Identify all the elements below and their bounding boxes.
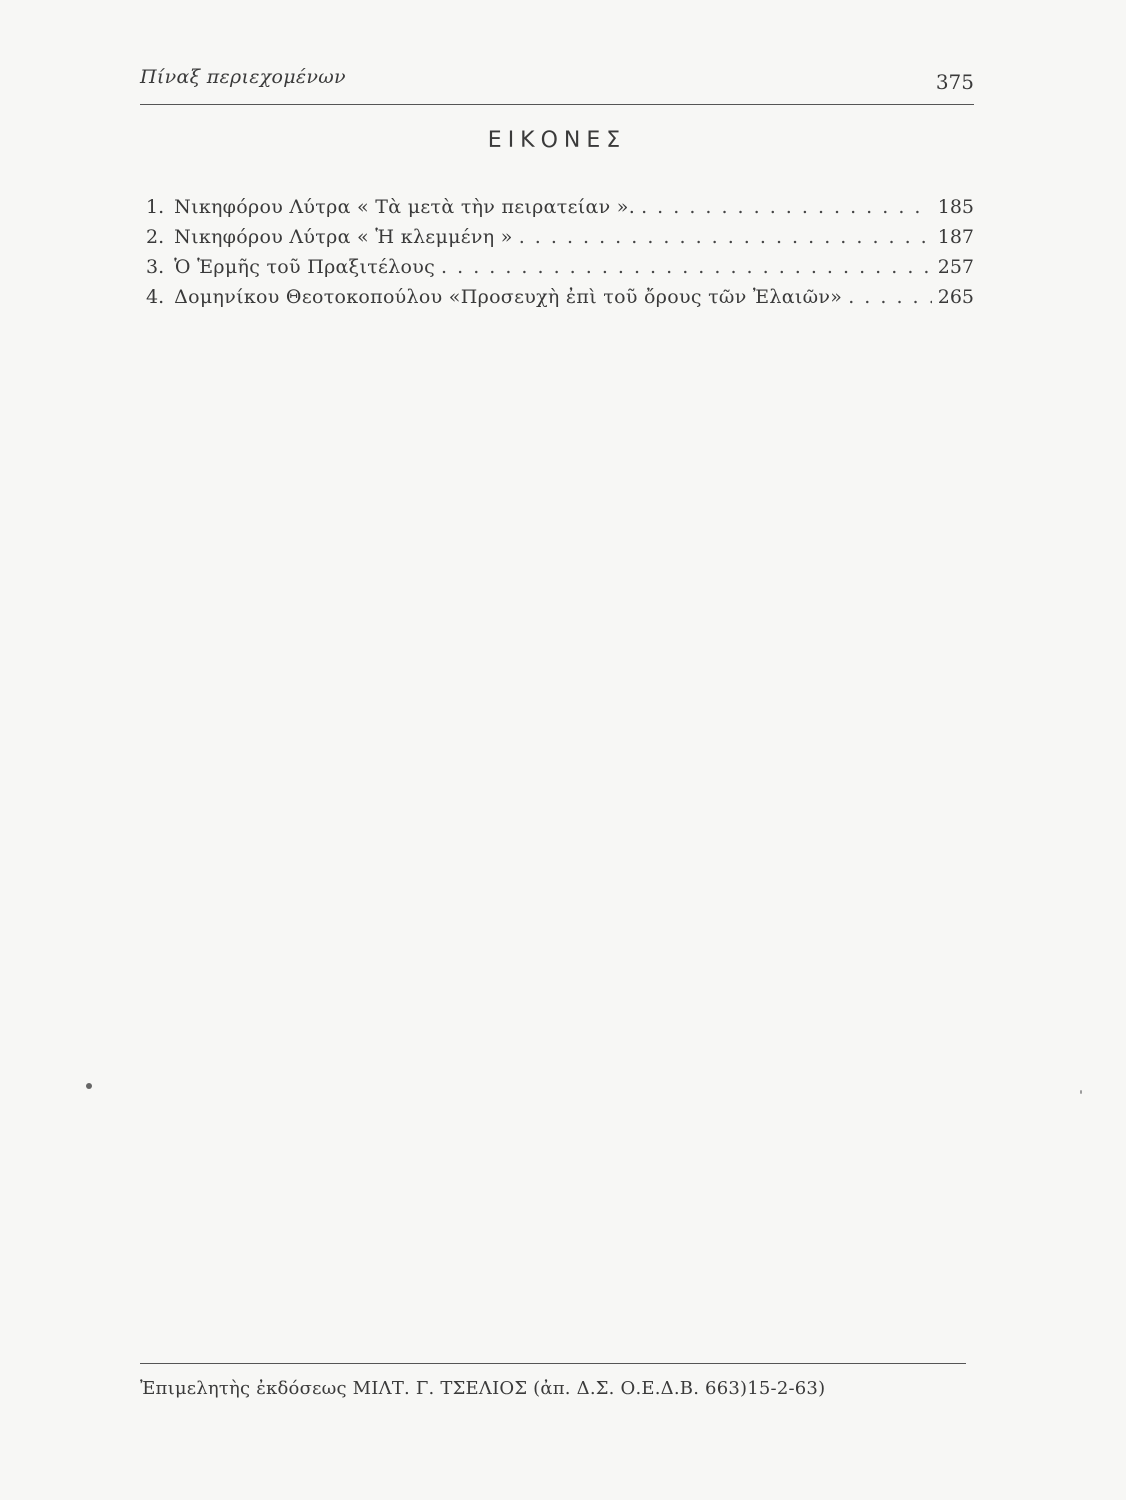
item-number: 1. [146,196,165,218]
dot-leader [641,196,932,218]
list-item [146,256,974,286]
page-number: 375 [935,70,974,94]
dot-leader [848,286,932,308]
item-number: 3. [146,256,165,278]
dot-leader [441,256,932,278]
item-page: 257 [937,256,974,278]
item-number: 2. [146,226,165,248]
dot-leader [519,226,932,248]
footer-rule [140,1363,966,1364]
colophon: Ἐπιμελητὴς ἐκδόσεως ΜΙΛΤ. Γ. ΤΣΕΛΙΟΣ (ἀπ. Δ.Σ. Ο.Ε.Δ.Β. 663)15-2-63) [140,1378,826,1399]
figure-list [146,196,974,316]
running-head: Πίναξ περιεχομένων [140,66,346,88]
item-page: 187 [937,226,974,248]
item-title: Νικηφόρου Λύτρα « Ἡ κλεμμένη » [174,226,513,248]
list-item [146,196,974,226]
section-title: ΕΙΚΟΝΕΣ [487,128,627,153]
item-title: Νικηφόρου Λύτρα « Τὰ μετὰ τὴν πειρατείαν ». [174,196,636,218]
page-header [140,62,974,105]
item-page: 265 [937,286,974,308]
ink-speck [86,1083,92,1089]
list-item [146,226,974,256]
list-item [146,286,974,316]
item-page: 185 [937,196,974,218]
ink-speck [1080,1090,1082,1094]
item-number: 4. [146,286,165,308]
item-title: Ὁ Ἑρμῆς τοῦ Πραξιτέλους [174,256,436,278]
item-title: Δομηνίκου Θεοτοκοπούλου «Προσευχὴ ἐπὶ τοῦ ὄρους τῶν Ἐλαιῶν» [174,286,843,308]
